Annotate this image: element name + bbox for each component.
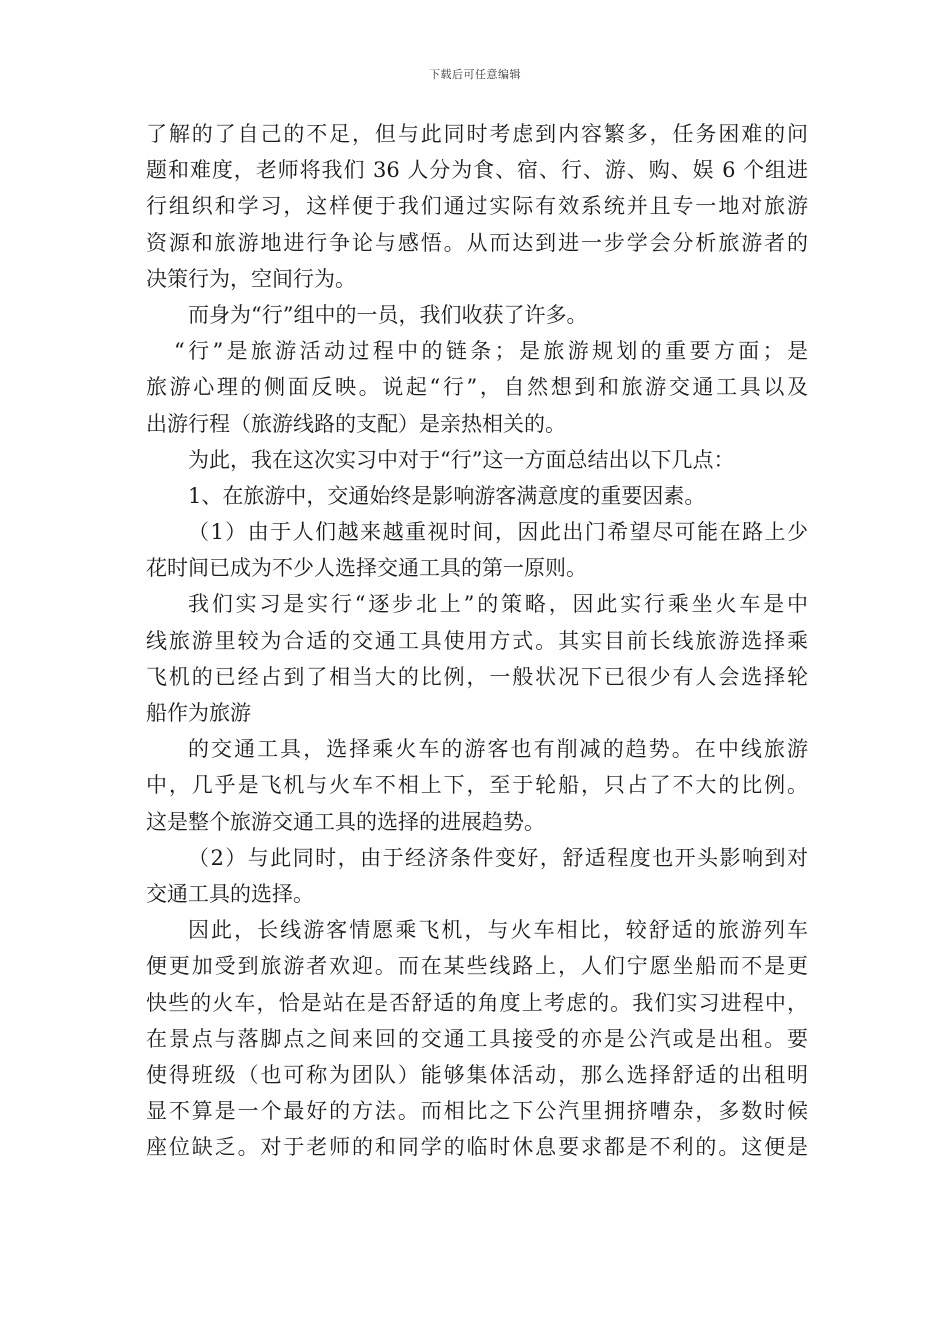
text-line: 我们实习是实行“逐步北上”的策略，因此实行乘坐火车是中 xyxy=(188,592,808,617)
text-line: 快些的火车，恰是站在是否舒适的角度上考虑的。我们实习进程中， xyxy=(146,990,808,1015)
header-note: 下载后可任意编辑 xyxy=(429,68,521,81)
text-line: 旅游心理的侧面反映。说起“行”，自然想到和旅游交通工具以及 xyxy=(146,375,808,400)
text-line: 显不算是一个最好的方法。而相比之下公汽里拥挤嘈杂，多数时候 xyxy=(146,1099,808,1124)
text-line: 了解的了自己的不足，但与此同时考虑到内容繁多，任务困难的问 xyxy=(146,122,808,146)
text-line: 线旅游里较为合适的交通工具使用方式。其实目前长线旅游选择乘 xyxy=(146,628,808,653)
text-line: 的交通工具，选择乘火车的游客也有削减的趋势。在中线旅游 xyxy=(188,737,808,762)
text-line: 在景点与落脚点之间来回的交通工具接受的亦是公汽或是出租。要 xyxy=(146,1026,808,1051)
text-line: 因此，长线游客情愿乘飞机，与火车相比，较舒适的旅游列车 xyxy=(188,918,808,943)
text-line: 中，几乎是飞机与火车不相上下，至于轮船，只占了不大的比例。 xyxy=(146,773,808,798)
text-line: 资源和旅游地进行争论与感悟。从而达到进一步学会分析旅游者的 xyxy=(146,230,808,255)
text-line: “行”是旅游活动过程中的链条；是旅游规划的重要方面；是 xyxy=(174,339,808,364)
text-line: 船作为旅游 xyxy=(146,701,251,725)
text-line: 为此，我在这次实习中对于“行”这一方面总结出以下几点： xyxy=(188,447,735,472)
text-line: （1）由于人们越来越重视时间，因此出门希望尽可能在路上少 xyxy=(188,520,808,545)
text-line: 决策行为，空间行为。 xyxy=(146,266,356,291)
text-line: 花时间已成为不少人选择交通工具的第一原则。 xyxy=(146,556,587,581)
text-line: （2）与此同时，由于经济条件变好，舒适程度也开头影响到对 xyxy=(188,845,808,870)
text-line: 这是整个旅游交通工具的选择的进展趋势。 xyxy=(146,809,545,834)
body-text xyxy=(146,116,808,1165)
text-line: 交通工具的选择。 xyxy=(146,881,314,906)
text-line: 便更加受到旅游者欢迎。而在某些线路上，人们宁愿坐船而不是更 xyxy=(146,954,808,979)
text-line: 题和难度，老师将我们 36 人分为食、宿、行、游、购、娱 6 个组进 xyxy=(146,158,808,183)
text-line: 1、在旅游中，交通始终是影响游客满意度的重要因素。 xyxy=(188,483,706,508)
text-line: 飞机的已经占到了相当大的比例，一般状况下已很少有人会选择轮 xyxy=(146,664,808,689)
text-line: 使得班级（也可称为团队）能够集体活动，那么选择舒适的出租明 xyxy=(146,1062,808,1087)
text-line: 座位缺乏。对于老师的和同学的临时休息要求都是不利的。这便是 xyxy=(146,1135,808,1160)
text-line: 行组织和学习，这样便于我们通过实际有效系统并且专一地对旅游 xyxy=(146,194,808,219)
text-line: 出游行程（旅游线路的支配）是亲热相关的。 xyxy=(146,411,566,436)
text-line: 而身为“行”组中的一员，我们收获了许多。 xyxy=(188,302,588,327)
